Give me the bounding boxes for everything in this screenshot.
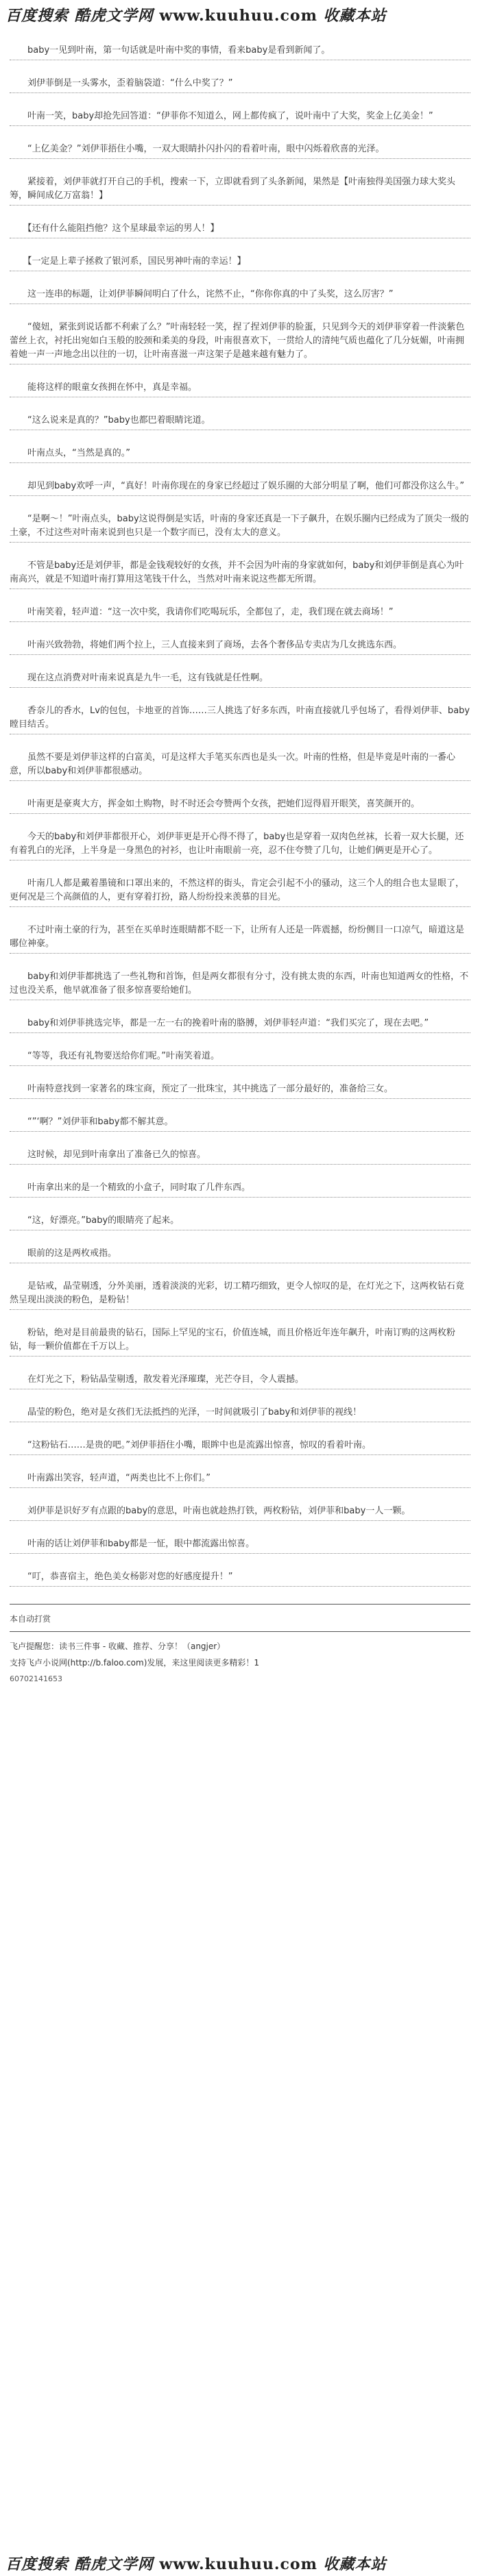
paragraph: 叶南几人都是戴着墨镜和口罩出来的，不然这样的街头，肯定会引起不小的骚动，这三个人的组合也太显眼了，更何况是三个高颜值的人，更有穿着打扮，路人纷纷投来羡慕的目光。 [10,877,470,907]
paragraph: 叶南笑着，轻声道：“这一次中奖，我请你们吃喝玩乐，全都包了，走，我们现在就去商场！” [10,606,470,622]
paragraph: 叶南一笑，baby却抢先回答道：“伊菲你不知道么，网上都传疯了，说叶南中了大奖，奖金上亿美金！” [10,110,470,126]
paragraph: 香奈儿的香水，Lv的包包，卡地亚的首饰……三人挑选了好多东西，叶南直接就几乎包场了，看得刘伊菲、baby瞠目结舌。 [10,704,470,734]
paragraph: 叶南更是豪爽大方，挥金如土购物，时不时还会夸赞两个女孩，把她们逗得眉开眼笑，喜笑颜开的。 [10,797,470,814]
paragraph: baby和刘伊菲都挑选了一些礼物和首饰，但是两女都很有分寸，没有挑太贵的东西，叶南也知道两女的性格，不过也没关系，他早就准备了很多惊喜要给她们。 [10,970,470,1000]
bookmark-label[interactable]: 收藏本站 [323,7,387,25]
paragraph: 不管是baby还是刘伊菲，都是金钱观较好的女孩，并不会因为叶南的身家就如何，baby和刘伊菲倒是真心为叶南高兴，就是不知道叶南打算用这笔钱干什么，当然对叶南来说这些都无所谓。 [10,559,470,589]
paragraph-list [10,44,470,1587]
paragraph: 叶南兴致勃勃，将她们两个拉上，三人直接来到了商场，去各个奢侈品专卖店为几女挑选东西。 [10,639,470,655]
paragraph: “这粉钻石……是贵的吧。”刘伊菲捂住小嘴，眼眸中也是流露出惊喜，惊叹的看着叶南。 [10,1439,470,1455]
paragraph: 紧接着，刘伊菲就打开自己的手机，搜索一下，立即就看到了头条新闻，果然是【叶南独得美国强力球大奖头筹，瞬间成亿万富翁！】 [10,175,470,206]
paragraph: “叮，恭喜宿主，绝色美女杨影对您的好感度提升！” [10,1570,470,1587]
paragraph: 刘伊菲倒是一头雾水，歪着脑袋道：“什么中奖了？” [10,77,470,93]
paragraph: 这时候，却见到叶南拿出了准备已久的惊喜。 [10,1148,470,1165]
paragraph: 叶南特意找到一家著名的珠宝商，预定了一批珠宝，其中挑选了一部分最好的，准备给三女。 [10,1082,470,1099]
paragraph: 眼前的这是两枚戒指。 [10,1247,470,1263]
divider [10,1603,470,1605]
chapter-content [10,44,470,1689]
bottom-banner [0,2549,480,2576]
brand-cn: 百度搜索 [5,7,69,25]
paragraph: “傻妞，紧张到说话都不利索了么？”叶南轻轻一笑，捏了捏刘伊菲的脸蛋，只见到今天的刘伊菲穿着一件淡紫色蕾丝上衣，衬托出宛如白玉般的胶颈和柔美的身段，叶南很喜欢下，一贯给人的清纯气质也蕴化了几分妩媚，叶南拥着她一声一声地念出以往的一切，让叶南喜滋一声这架子是越来越有魅力了。 [10,321,470,364]
paragraph: “等等，我还有礼物要送给你们呢。”叶南笑着道。 [10,1050,470,1066]
paragraph: 不过叶南土豪的行为，甚至在买单时连眼睛都不眨一下，让所有人还是一阵震撼，纷纷侧目一口凉气，暗道这是哪位神豪。 [10,924,470,954]
paragraph: 现在这点消费对叶南来说真是九牛一毛，这有钱就是任性啊。 [10,671,470,688]
divider [10,1631,470,1632]
paragraph: baby和刘伊菲挑选完毕，都是一左一右的挽着叶南的胳膊，刘伊菲轻声道：“我们买完了，现在去吧。” [10,1017,470,1033]
site-brand[interactable] [5,2553,387,2574]
paragraph: 粉钻，绝对是目前最贵的钻石，国际上罕见的宝石，价值连城，而且价格近年连年飙升，叶南订购的这两枚粉钻，每一颗价值都在千万以上。 [10,1326,470,1357]
paragraph: baby一见到叶南，第一句话就是叶南中奖的事情，看来baby是看到新闻了。 [10,44,470,60]
site-name: 酷虎文学网 [74,2555,154,2573]
paragraph: 叶南拿出来的是一个精致的小盒子，同时取了几件东西。 [10,1181,470,1198]
paragraph: “这，好漂亮。”baby的眼睛亮了起来。 [10,1214,470,1230]
footer-support-link[interactable]: 支持飞卢小说网(http://b.faloo.com)发展，来这里阅读更多精彩！1 [10,1658,260,1668]
footer-end-note: 本自动打赏 [10,1614,51,1624]
paragraph: “上亿美金？”刘伊菲捂住小嘴，一双大眼睛扑闪扑闪的看着叶南，眼中闪烁着欣喜的光泽。 [10,143,470,159]
paragraph: 刘伊菲是识好歹有点跟的baby的意思，叶南也就趁热打铁，两枚粉钻，刘伊菲和baby一人一颗。 [10,1504,470,1521]
paragraph: 【还有什么能阻挡他？这个星球最幸运的男人！】 [10,222,470,238]
bookmark-label[interactable]: 收藏本站 [323,2555,387,2573]
footer-code: 60702141653 [10,1674,62,1683]
paragraph: 叶南的话让刘伊菲和baby都是一怔，眼中都流露出惊喜。 [10,1537,470,1554]
paragraph: 能将这样的眼童女孩拥在怀中，真是幸福。 [10,381,470,397]
top-banner [0,0,480,27]
footer-tip: 飞卢提醒您：读书三件事 - 收藏、推荐、分享！（angjer） [10,1642,226,1651]
paragraph: 叶南点头，“当然是真的。” [10,447,470,463]
site-url[interactable]: www.kuuhuu.com [159,7,317,25]
paragraph: 今天的baby和刘伊菲都很开心，刘伊菲更是开心得不得了，baby也是穿着一双肉色丝袜，长着一双大长腿，还有着乳白的光泽，上半身是一身黑色的衬衫，也让叶南眼前一亮，忍不住夸赞了几句，让她们俩更是开心了。 [10,830,470,860]
paragraph: 【一定是上辈子拯救了银河系，国民男神叶南的幸运！】 [10,255,470,271]
site-brand[interactable] [5,4,387,25]
paragraph: “”‘啊？”刘伊菲和baby都不解其意。 [10,1115,470,1132]
paragraph: 在灯光之下，粉钻晶莹剔透，散发着光泽璀璨，光芒夺目，令人震撼。 [10,1373,470,1389]
paragraph: 虽然不要是刘伊菲这样的白富美，可是这样大手笔买东西也是头一次。叶南的性格，但是毕竟是叶南的一番心意，所以baby和刘伊菲都很感动。 [10,751,470,781]
paragraph: 晶莹的粉色，绝对是女孩们无法抵挡的光泽，一时间就吸引了baby和刘伊菲的视线！ [10,1406,470,1422]
site-name: 酷虎文学网 [74,7,154,25]
paragraph: 叶南露出笑容，轻声道，“两类也比不上你们。” [10,1472,470,1488]
paragraph: “这么说来是真的？”baby也都巴着眼睛诧道。 [10,414,470,430]
brand-cn: 百度搜索 [5,2555,69,2573]
paragraph: 却见到baby欢呼一声，“真好！叶南你现在的身家已经超过了娱乐圈的大部分明星了啊，他们可都没你这么牛。” [10,480,470,496]
site-url[interactable]: www.kuuhuu.com [159,2555,317,2573]
paragraph: “是啊～！”叶南点头，baby这说得倒是实话，叶南的身家还真是一下子飙升，在娱乐圈内已经成为了顶尖一级的土豪，不过这些对叶南来说到也只是一个数字而已，没有太大的意义。 [10,512,470,543]
paragraph: 这一连串的标题，让刘伊菲瞬间明白了什么，诧然不止，“你你你真的中了头奖，这么厉害？” [10,288,470,304]
paragraph: 是钻戒，晶莹剔透，分外美丽，透着淡淡的光彩，切工精巧细致，更令人惊叹的是，在灯光之下，这两枚钻石竟然呈现出淡淡的粉色，是粉钻！ [10,1280,470,1310]
